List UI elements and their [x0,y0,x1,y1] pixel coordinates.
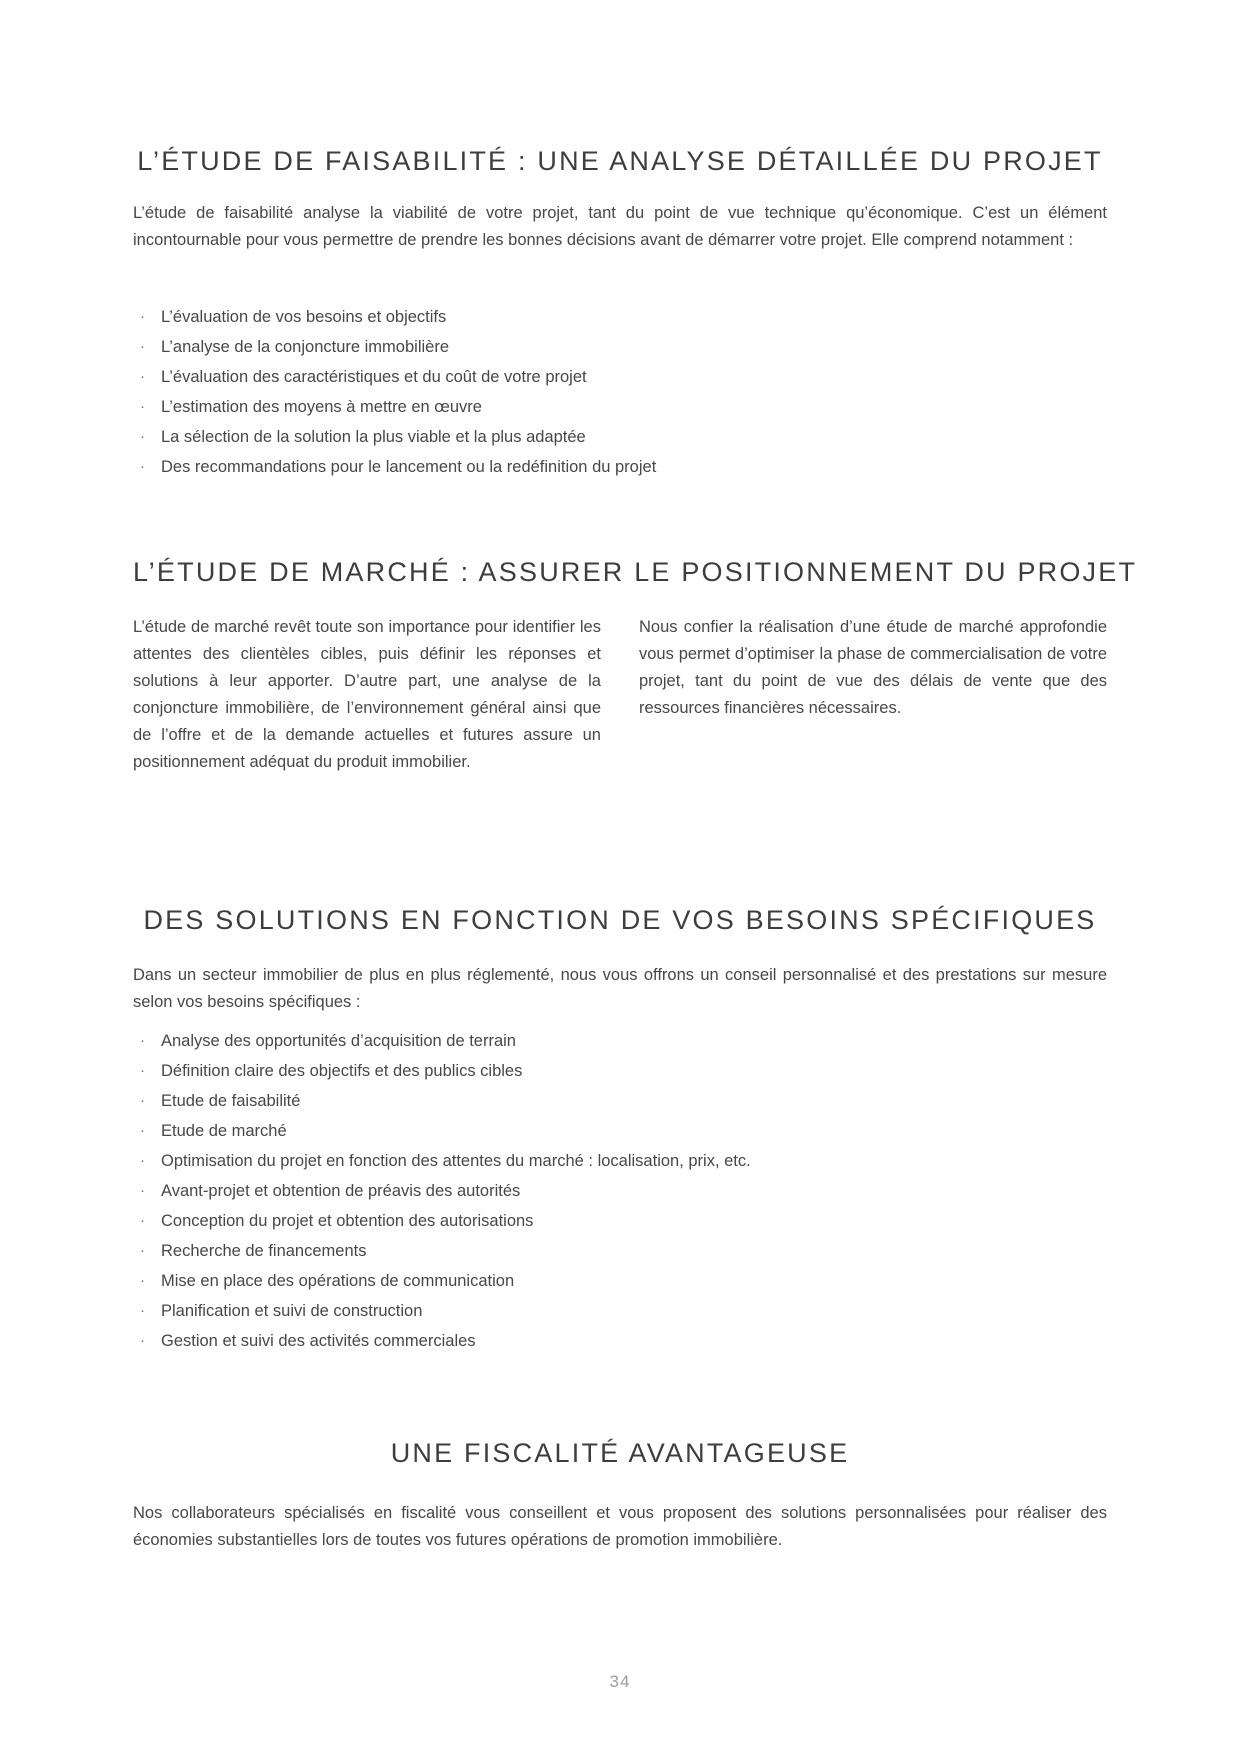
list-item [133,452,1107,482]
list-item-text: Conception du projet et obtention des autorisations [161,1212,534,1230]
list-item-text: Gestion et suivi des activités commerciales [161,1332,476,1350]
list-item [133,332,1107,362]
list-item [133,392,1107,422]
bullet-icon: · [140,1032,145,1049]
bullet-icon: · [140,1332,145,1349]
list-item-text: L’évaluation de vos besoins et objectifs [161,308,447,326]
bullet-icon: · [140,1212,145,1229]
bullet-icon: · [140,1242,145,1259]
list-item [133,422,1107,452]
list-item-text: Etude de faisabilité [161,1092,301,1110]
solutions-intro-paragraph: Dans un secteur immobilier de plus en plus réglementé, nous vous offrons un conseil personnalisé et des prestations sur mesure selon vos besoins spécifiques : [133,966,1107,1011]
list-item-text: Analyse des opportunités d’acquisition de terrain [161,1032,516,1050]
bullet-icon: · [140,1062,145,1079]
list-item [133,1026,1107,1056]
section-title-marche: L’ÉTUDE DE MARCHÉ : ASSURER LE POSITIONNEMENT DU PROJET [133,557,1138,587]
bullet-icon: · [140,308,145,325]
list-item [133,1146,1107,1176]
list-item [133,1116,1107,1146]
list-item-text: Planification et suivi de construction [161,1302,423,1320]
bullet-icon: · [140,428,145,445]
list-item [133,1296,1107,1326]
faisabilite-intro-paragraph: L’étude de faisabilité analyse la viabilité de votre projet, tant du point de vue technique qu’économique. C’est un élément incontournable pour vous permettre de prendre les bonnes décisions avant de démarrer votre projet. Elle comprend notamment : [133,204,1107,249]
list-item-text: Optimisation du projet en fonction des attentes du marché : localisation, prix, etc. [161,1152,751,1170]
list-item [133,1236,1107,1266]
list-item [133,362,1107,392]
faisabilite-list [133,302,1107,482]
list-item-text: Des recommandations pour le lancement ou la redéfinition du projet [161,458,657,476]
bullet-icon: · [140,338,145,355]
list-item-text: Etude de marché [161,1122,287,1140]
list-item [133,302,1107,332]
list-item [133,1176,1107,1206]
marche-column-right: Nous confier la réalisation d’une étude de marché approfondie vous permet d’optimiser la phase de commercialisation de votre projet, tant du point de vue des délais de vente que des ressources financières nécessaires. [639,618,1107,717]
bullet-icon: · [140,398,145,415]
section-title-solutions: DES SOLUTIONS EN FONCTION DE VOS BESOINS SPÉCIFIQUES [143,905,1097,935]
list-item-text: L’estimation des moyens à mettre en œuvre [161,398,482,416]
list-item [133,1266,1107,1296]
list-item-text: L’évaluation des caractéristiques et du coût de votre projet [161,368,587,386]
bullet-icon: · [140,368,145,385]
bullet-icon: · [140,1152,145,1169]
marche-columns [133,614,1107,776]
list-item-text: La sélection de la solution la plus viable et la plus adaptée [161,428,586,446]
marche-column-left: L’étude de marché revêt toute son importance pour identifier les attentes des clientèles cibles, puis définir les réponses et solutions à leur apporter. D’autre part, une analyse de la conjoncture immobilière, de l’environnement général ainsi que de l’offre et de la demande actuelles et futures assure un positionnement adéquat du produit immobilier. [133,618,601,771]
list-item-text: Mise en place des opérations de communication [161,1272,515,1290]
list-item-text: L’analyse de la conjoncture immobilière [161,338,449,356]
bullet-icon: · [140,1302,145,1319]
bullet-icon: · [140,1182,145,1199]
bullet-icon: · [140,1122,145,1139]
bullet-icon: · [140,1092,145,1109]
section-title-fiscalite: UNE FISCALITÉ AVANTAGEUSE [390,1438,850,1468]
list-item-text: Avant-projet et obtention de préavis des autorités [161,1182,521,1200]
bullet-icon: · [140,458,145,475]
list-item [133,1326,1107,1356]
list-item [133,1056,1107,1086]
list-item [133,1206,1107,1236]
list-item-text: Définition claire des objectifs et des publics cibles [161,1062,523,1080]
list-item-text: Recherche de financements [161,1242,367,1260]
list-item [133,1086,1107,1116]
solutions-list [133,1026,1107,1356]
page-number: 34 [609,1672,631,1691]
fiscalite-intro-paragraph: Nos collaborateurs spécialisés en fiscalité vous conseillent et vous proposent des solutions personnalisées pour réaliser des économies substantielles lors de toutes vos futures opérations de promotion immobilière. [133,1504,1107,1549]
section-title-faisabilite: L’ÉTUDE DE FAISABILITÉ : UNE ANALYSE DÉTAILLÉE DU PROJET [137,146,1103,176]
bullet-icon: · [140,1272,145,1289]
